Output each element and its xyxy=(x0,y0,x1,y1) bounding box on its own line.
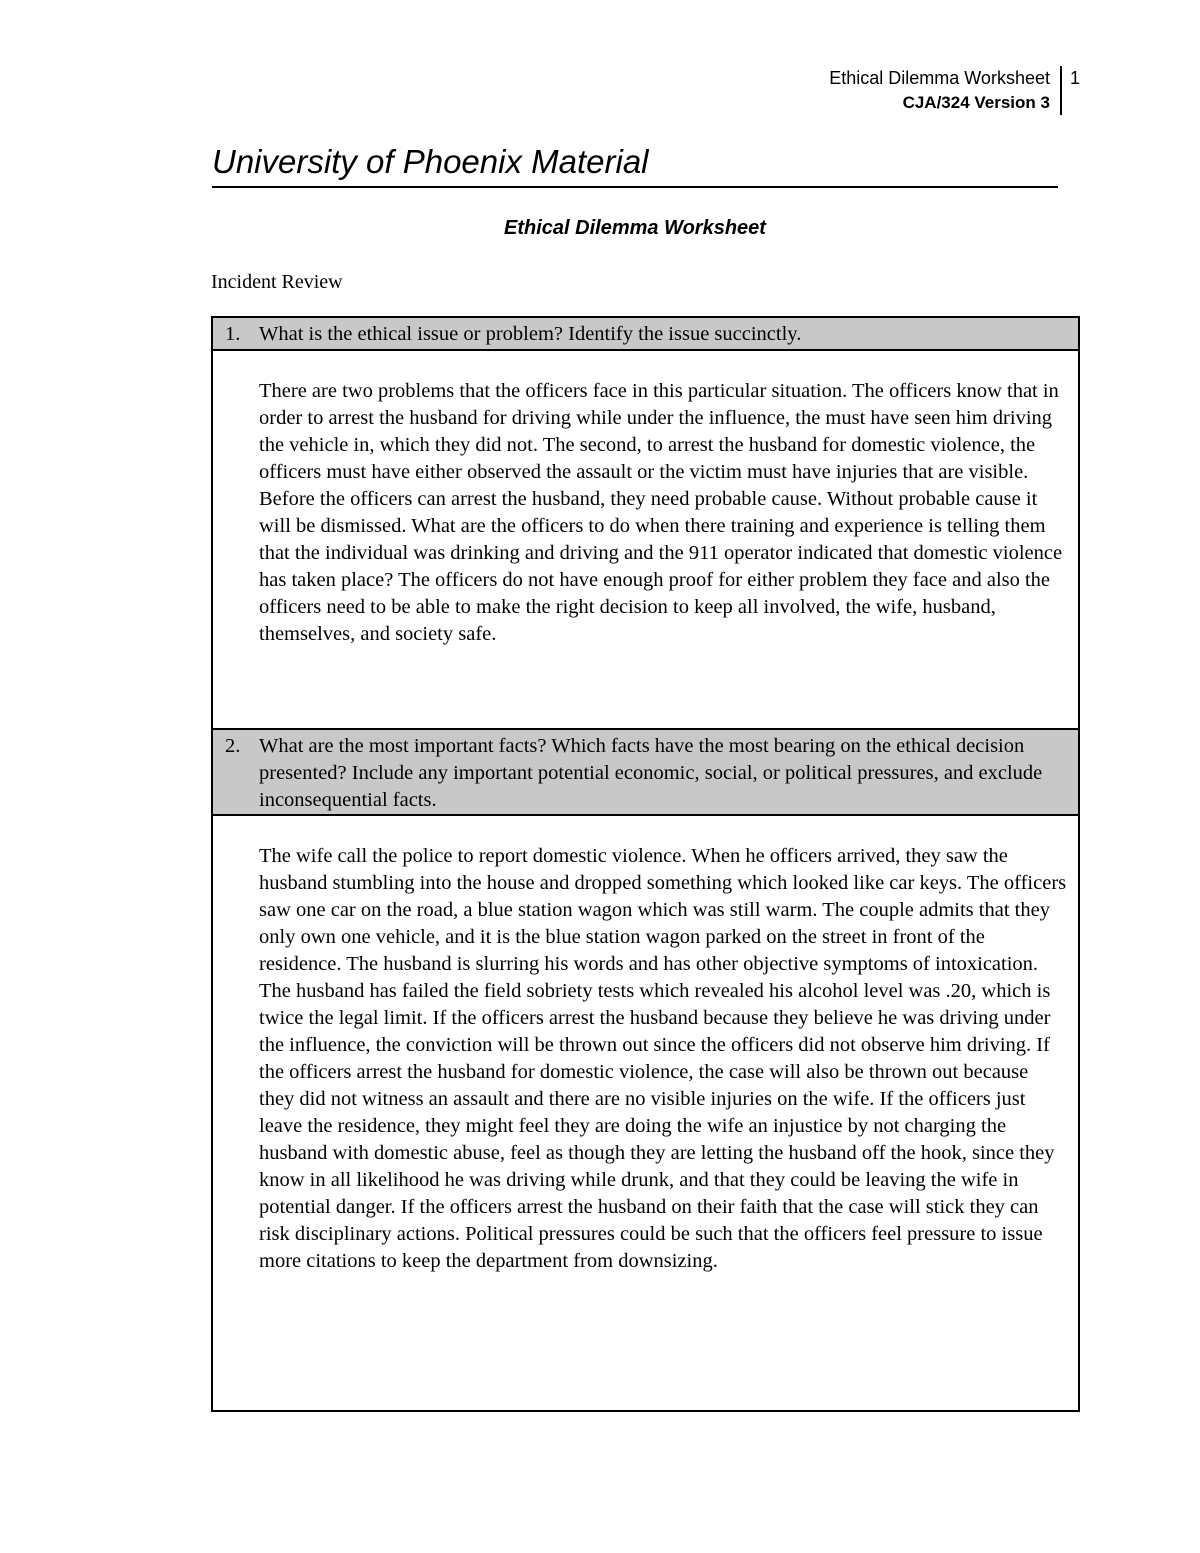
answer-text-1: There are two problems that the officers face in this particular situation. The officers know that in order to arrest the husband for driving while under the influence, the must have seen him driving the vehicle in, which they did not. The second, to arrest the husband for domestic violence, the officers must have either observed the assault or the victim must have injuries that are visible. Before the officers can arrest the husband, they need probable cause. Without probable cause it will be dismissed. What are the officers to do when there training and experience is telling them that the individual was drinking and driving and the 911 operator indicated that domestic violence has taken place? The officers do not have enough proof for either problem they face and also the officers need to be able to make the right decision to keep all involved, the wife, husband, themselves, and society safe. xyxy=(259,380,1063,645)
question-row-2 xyxy=(212,729,1079,815)
question-number-1: 1. xyxy=(225,323,241,345)
header-title: Ethical Dilemma Worksheet xyxy=(829,68,1050,88)
header-text-block xyxy=(829,66,1062,115)
header-subtitle: CJA/324 Version 3 xyxy=(902,93,1050,112)
page-header xyxy=(829,66,1080,118)
question-number-2: 2. xyxy=(225,735,241,757)
page-number: 1 xyxy=(1069,68,1080,88)
answer-row-2 xyxy=(212,815,1079,1411)
worksheet-table xyxy=(211,316,1080,1412)
question-cell-1 xyxy=(212,317,1079,350)
section-label: Incident Review xyxy=(211,271,343,293)
answer-cell-2 xyxy=(212,815,1079,1411)
answer-text-2: The wife call the police to report domestic violence. When he officers arrived, they saw the husband stumbling into the house and dropped something which looked like car keys. The officers saw one car on the road, a blue station wagon which was still warm. The couple admits that they only own one vehicle, and it is the blue station wagon parked on the street in front of the residence. The husband is slurring his words and has other objective symptoms of intoxication. The husband has failed the field sobriety tests which revealed his alcohol level was .20, which is twice the legal limit. If the officers arrest the husband because they believe he was driving under the influence, the conviction will be thrown out since the officers did not observe him driving. If the officers arrest the husband for domestic violence, the case will also be thrown out because they did not witness an assault and there are no visible injuries on the wife. If the officers just leave the residence, they might feel they are doing the wife an injustice by not charging the husband with domestic abuse, feel as though they are letting the husband off the hook, since they know in all likelihood he was driving while drunk, and that they could be leaving the wife in potential danger. If the officers arrest the husband on their faith that the case will stick they can risk disciplinary actions. Political pressures could be such that the officers feel pressure to issue more citations to keep the department from downsizing. xyxy=(259,845,1067,1272)
question-text-1: What is the ethical issue or problem? Identify the issue succinctly. xyxy=(259,323,802,345)
question-row-1 xyxy=(212,317,1079,350)
question-cell-2 xyxy=(212,729,1079,815)
answer-cell-1 xyxy=(212,350,1079,729)
question-text-2: What are the most important facts? Which facts have the most bearing on the ethical decision presented? Include any important potential economic, social, or political pressures, and exclude inconsequential facts. xyxy=(259,735,1043,811)
answer-row-1 xyxy=(212,350,1079,729)
doc-title: Ethical Dilemma Worksheet xyxy=(504,217,766,239)
org-title: University of Phoenix Material xyxy=(212,140,1058,188)
